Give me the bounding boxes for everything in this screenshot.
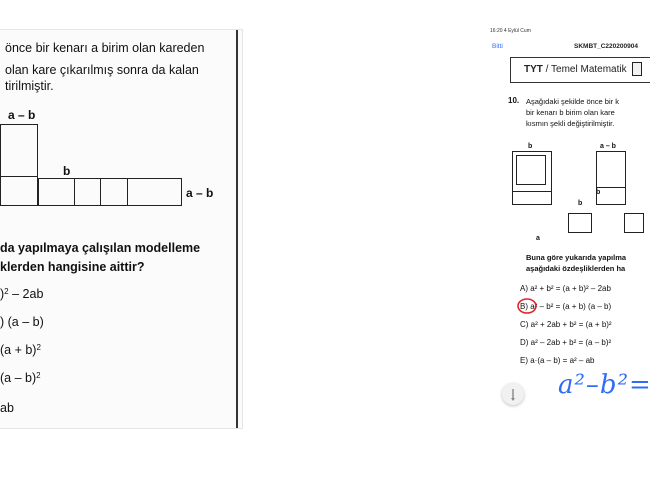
left-prompt-line-2: klerden hangisine aittir? [0, 260, 145, 274]
fig-small-box [568, 213, 592, 233]
left-text-line-1: önce bir kenarı a birim olan kareden [5, 41, 205, 55]
question-line-3: kısmın şekli değiştirilmiştir. [526, 119, 615, 128]
left-document-scan [0, 30, 242, 428]
label-a-minus-b-right: a – b [186, 186, 214, 200]
handwritten-formula: a²–b²= [558, 370, 652, 400]
option-a[interactable]: A) a² + b² = (a + b)² – 2ab [520, 284, 611, 293]
left-option-a: )$^2$ – 2ab [0, 287, 44, 301]
left-option-d: (a – b)$^2$ [0, 371, 41, 385]
exam-header-title: TYT / Temel Matematik [524, 64, 627, 75]
fig-inner-square [516, 155, 546, 185]
question-line-1: Aşağıdaki şekilde önce bir k [526, 97, 619, 106]
left-text-line-3: tirilmiştir. [5, 79, 54, 93]
fig-tall-rect [596, 151, 626, 205]
pencil-icon [502, 383, 524, 405]
left-option-e: ab [0, 401, 14, 415]
prompt-line-1: Buna göre yukarıda yapılma [526, 253, 627, 262]
fig-tall-rect-divider [596, 187, 626, 188]
tablet-document-viewer [480, 25, 652, 425]
left-prompt-line-1: da yapılmaya çalışılan modelleme [0, 241, 201, 255]
option-e[interactable]: E) a·(a – b) = a² – ab [520, 356, 595, 365]
status-bar-time: 16:20 4 Eylül Cum [490, 28, 531, 34]
tall-rectangle [0, 124, 38, 206]
prompt-line-2: aşağıdaki özdeşliklerden ha [526, 264, 626, 273]
left-text-line-2: olan kare çıkarılmış sonra da kalan [5, 63, 199, 77]
long-strip [38, 178, 182, 206]
option-c[interactable]: C) a² + 2ab + b² = (a + b)² [520, 320, 612, 329]
question-line-2: bir kenarı b birim olan kare [526, 108, 615, 117]
fig-label-b-1: b [528, 143, 533, 150]
fig-right-box [624, 213, 644, 233]
fig-label-b-3: b [578, 200, 583, 207]
file-name: SKMBT_C220200904 [574, 43, 638, 50]
header-square-marker [632, 62, 642, 76]
tall-rectangle-divider [0, 176, 38, 177]
pencil-tool-button[interactable] [502, 383, 524, 405]
label-a-minus-b-top: a – b [8, 108, 36, 122]
strip-divider-3 [127, 178, 128, 206]
selected-answer-circle [516, 297, 538, 315]
left-option-b: ) (a – b) [0, 315, 44, 329]
fig-label-a-minus-b: a – b [600, 143, 616, 150]
label-b: b [63, 164, 71, 178]
scan-edge-line [236, 30, 238, 428]
strip-divider-1 [74, 178, 75, 206]
question-number: 10. [508, 96, 520, 105]
option-d[interactable]: D) a² – 2ab + b² = (a – b)² [520, 338, 612, 347]
left-option-c: $(a + b)^2$ [0, 343, 41, 357]
fig-label-a: a [536, 235, 540, 242]
option-b[interactable]: B) a² – b² = (a + b) (a – b) [520, 302, 612, 311]
done-button[interactable]: Bitti [492, 43, 503, 50]
strip-divider-2 [100, 178, 101, 206]
fig-label-b-2: b [596, 189, 601, 196]
fig-square-divider [512, 191, 552, 192]
